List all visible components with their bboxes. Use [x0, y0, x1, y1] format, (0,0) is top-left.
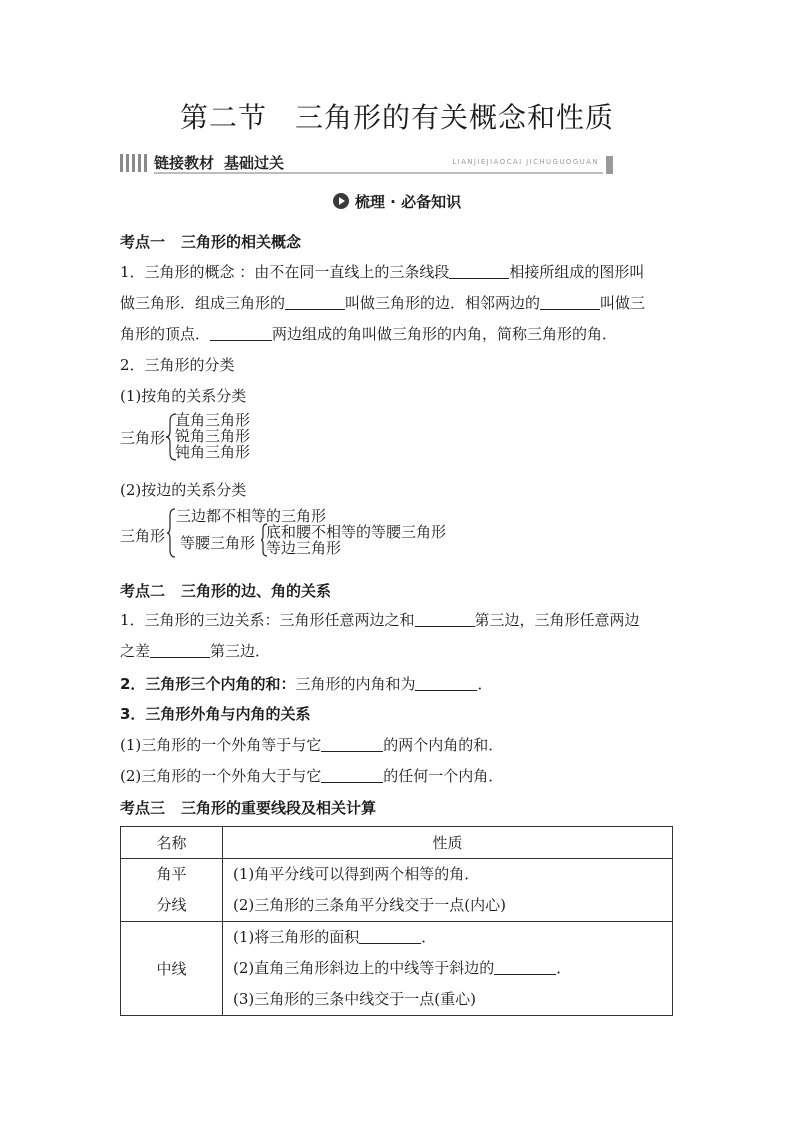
table-row [121, 922, 673, 1016]
angle-tree-root: 三角形 [120, 429, 166, 447]
cell-text: 角平 [156, 865, 187, 883]
kp2-line1 [120, 610, 640, 630]
kp2-heading-num: 考点二 [120, 582, 166, 600]
kp1-heading [120, 231, 301, 252]
fill-blank[interactable] [540, 295, 600, 310]
angle-item-obtuse: 钝角三角形 [175, 443, 251, 461]
fill-blank[interactable] [449, 264, 509, 279]
fill-blank[interactable] [359, 929, 421, 944]
cell-text: (3)三角形的三条中线交于一点(重心) [233, 990, 476, 1008]
kp2-heading-text: 三角形的边、角的关系 [181, 582, 332, 600]
section-number: 第二节 [179, 101, 267, 134]
angle-item-right: 直角三角形 [175, 411, 251, 429]
cell-text: (1)角平分线可以得到两个相等的角． [233, 865, 480, 883]
table-header-row [121, 827, 673, 859]
table-cell-name: 中线 [121, 922, 223, 1016]
table-header-name: 名称 [121, 827, 223, 859]
brace-icon [166, 508, 176, 558]
fill-blank[interactable] [285, 295, 345, 310]
fill-blank[interactable] [321, 768, 383, 783]
text-span: 的两个内角的和． [383, 736, 504, 754]
kp3-heading [120, 797, 376, 818]
kp3-heading-num: 考点三 [120, 799, 166, 817]
play-circle-icon [333, 193, 349, 209]
banner-end-bar [606, 156, 613, 174]
side-item-isosceles: 等腰三角形 [180, 534, 256, 552]
fill-blank[interactable] [210, 326, 272, 341]
kp1-line1 [120, 262, 644, 282]
table-cell-name [121, 859, 223, 922]
text-span: ． [556, 959, 572, 977]
banner-underline [154, 172, 603, 174]
kp1-heading-num: 考点一 [120, 233, 166, 251]
table-cell-props [223, 859, 673, 922]
text-span: 两边组成的角叫做三角形的内角，简称三角形的角． [272, 325, 618, 343]
subheading [0, 191, 794, 212]
fill-blank[interactable] [494, 960, 556, 975]
kp1-by-side: (2)按边的关系分类 [120, 481, 247, 499]
kp1-line3 [120, 324, 617, 344]
table-cell-props [223, 922, 673, 1016]
iso-item-equilateral: 等边三角形 [266, 539, 342, 557]
text-span: ． [477, 675, 493, 693]
text-span: 做三角形．组成三角形的 [120, 294, 286, 312]
fill-blank[interactable] [150, 643, 210, 658]
kp1-classification-title: 2．三角形的分类 [120, 356, 235, 374]
cell-text: (2)三角形的三条角平分线交于一点(内心) [233, 896, 506, 914]
kp2-line2 [120, 641, 270, 661]
text-span: 第三边，三角形任意两边 [474, 611, 640, 629]
table-header-props: 性质 [223, 827, 673, 859]
text-span: (2)三角形的一个外角大于与它 [120, 767, 322, 785]
banner-pinyin: LIANJIEJIAOCAI JICHUGUOGUAN [452, 158, 599, 166]
properties-table [120, 826, 673, 1016]
side-tree-root: 三角形 [120, 527, 166, 545]
section-title: 三角形的有关概念和性质 [295, 101, 615, 134]
kp2-heading [120, 580, 331, 601]
text-span: ． [421, 928, 437, 946]
banner-label-b: 基础过关 [224, 154, 285, 172]
text-span: 1．三角形的三边关系：三角形任意两边之和 [120, 611, 415, 629]
text-span: 2．三角形三个内角的和： [120, 675, 296, 693]
cell-text-line [233, 953, 672, 984]
fill-blank[interactable] [321, 737, 383, 752]
fill-blank[interactable] [415, 612, 475, 627]
kp2-exterior-1 [120, 735, 503, 755]
cell-text-line [233, 922, 672, 953]
kp3-heading-text: 三角形的重要线段及相关计算 [181, 799, 377, 817]
subheading-text: 梳理 · 必备知识 [354, 193, 462, 211]
kp2-exterior-title: 3．三角形外角与内角的关系 [120, 705, 311, 723]
text-span: 叫做三 [600, 294, 646, 312]
kp2-angle-sum [120, 674, 492, 694]
text-span: 1．三角形的概念 ：由不在同一直线上的三条线段 [120, 263, 450, 281]
text-span: 三角形的内角和为 [295, 675, 416, 693]
kp1-line2 [120, 293, 645, 313]
fill-blank[interactable] [415, 676, 477, 691]
text-span: (1)将三角形的面积 [233, 928, 360, 946]
kp2-exterior-2 [120, 766, 503, 786]
banner-label [154, 152, 284, 173]
text-span: 角形的顶点． [120, 325, 211, 343]
text-span: 之差 [120, 642, 151, 660]
section-banner [120, 152, 613, 174]
side-item-scalene: 三边都不相等的三角形 [176, 507, 327, 525]
text-span: 相接所组成的图形叫 [509, 263, 645, 281]
text-span: (1)三角形的一个外角等于与它 [120, 736, 322, 754]
cell-text: 分线 [156, 896, 187, 914]
banner-bars-decoration [120, 154, 150, 172]
kp1-heading-text: 三角形的相关概念 [181, 233, 302, 251]
iso-item-non-equilateral: 底和腰不相等的等腰三角形 [266, 523, 447, 541]
text-span: 第三边． [210, 642, 271, 660]
page-title [0, 96, 794, 136]
text-span: (2)直角三角形斜边上的中线等于斜边的 [233, 959, 495, 977]
kp1-by-angle: (1)按角的关系分类 [120, 387, 247, 405]
banner-label-a: 链接教材 [154, 154, 215, 172]
table-row [121, 859, 673, 922]
angle-item-acute: 锐角三角形 [175, 427, 251, 445]
text-span: 叫做三角形的边．相邻两边的 [345, 294, 541, 312]
text-span: 的任何一个内角． [383, 767, 504, 785]
